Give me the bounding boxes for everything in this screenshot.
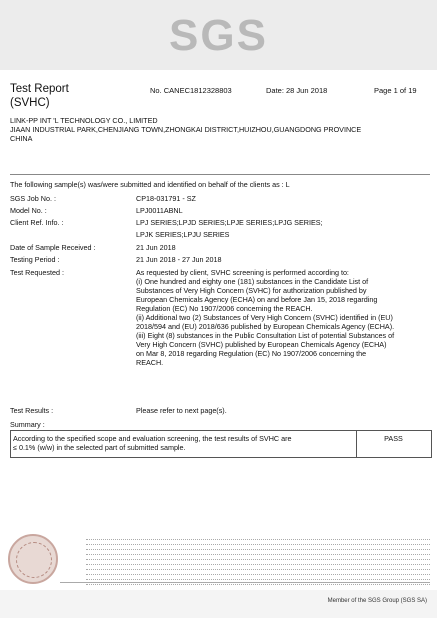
- summary-label: Summary :: [10, 420, 45, 429]
- client-address-line1: JIAAN INDUSTRIAL PARK,CHENJIANG TOWN,ZHONGKAI DISTRICT,HUIZHOU,GUANGDONG PROVINCE: [10, 125, 362, 134]
- report-title-line1: Test Report: [10, 83, 69, 95]
- date-received-label: Date of Sample Received :: [10, 243, 96, 252]
- sgs-logo: SGS: [169, 11, 268, 60]
- test-results-value: Please refer to next page(s).: [136, 406, 227, 415]
- report-number: No. CANEC1812328803: [150, 86, 232, 95]
- test-requested-text: As requested by client, SVHC screening is performed according to: (i) One hundred and eighty one (181) substances in the Candidate List of Substances of Very High Concern (SVHC) for authorization published by European Chemicals Agency (ECHA) on and before Jan 15, 2018 regarding Regulation (EC) No 1907/2006 concerning the REACH. (ii) Additional two (2) Substances of Very High Concern (SVHC) identified in (EU) 2018/594 and (EU) 2018/636 published by European Chemicals Agency (ECHA). (iii) Eight (8) substances in the Public Consultation List of potential Substances of Very High Concern (SVHC) published by European Chemicals Agency (ECHA) on Mar 8, 2018 regarding Regulation (EC) No 1907/2006 concerning the REACH.: [136, 268, 395, 367]
- footer-band: [0, 590, 437, 618]
- sgs-member-note: Member of the SGS Group (SGS SA): [327, 598, 427, 604]
- testing-period-label: Testing Period :: [10, 255, 60, 264]
- seal-inner-ring: [16, 542, 52, 578]
- intro-text: The following sample(s) was/were submitted and identified on behalf of the clients as : L: [10, 180, 290, 189]
- report-title-line2: (SVHC): [10, 97, 50, 109]
- summary-result: PASS: [384, 434, 403, 443]
- divider: [10, 174, 430, 175]
- test-results-label: Test Results :: [10, 406, 54, 415]
- terms-fine-print: [86, 536, 430, 586]
- client-block: [10, 116, 430, 143]
- summary-text: According to the specified scope and evaluation screening, the test results of SVHC are ≤ 0.1% (w/w) in the selected part of submitted sample.: [13, 434, 292, 452]
- model-label: Model No. :: [10, 206, 47, 215]
- footer-rule: [60, 582, 430, 583]
- client-name: LINK-PP INT 'L TECHNOLOGY CO., LIMITED: [10, 116, 158, 125]
- model-value: LPJ0011ABNL: [136, 206, 183, 215]
- client-ref-value2: LPJK SERIES;LPJU SERIES: [136, 230, 230, 239]
- testing-period-value: 21 Jun 2018 - 27 Jun 2018: [136, 255, 222, 264]
- sgs-job-label: SGS Job No. :: [10, 194, 56, 203]
- date-received-value: 21 Jun 2018: [136, 243, 176, 252]
- client-ref-label: Client Ref. Info. :: [10, 218, 64, 227]
- page-indicator: Page 1 of 19: [374, 86, 417, 95]
- sgs-job-value: CP18-031791 - SZ: [136, 194, 196, 203]
- client-ref-value1: LPJ SERIES;LPJD SERIES;LPJE SERIES;LPJG SERIES;: [136, 218, 323, 227]
- report-date: Date: 28 Jun 2018: [266, 86, 328, 95]
- test-requested-label: Test Requested :: [10, 268, 64, 277]
- client-address-line2: CHINA: [10, 134, 33, 143]
- report-title: [10, 82, 69, 110]
